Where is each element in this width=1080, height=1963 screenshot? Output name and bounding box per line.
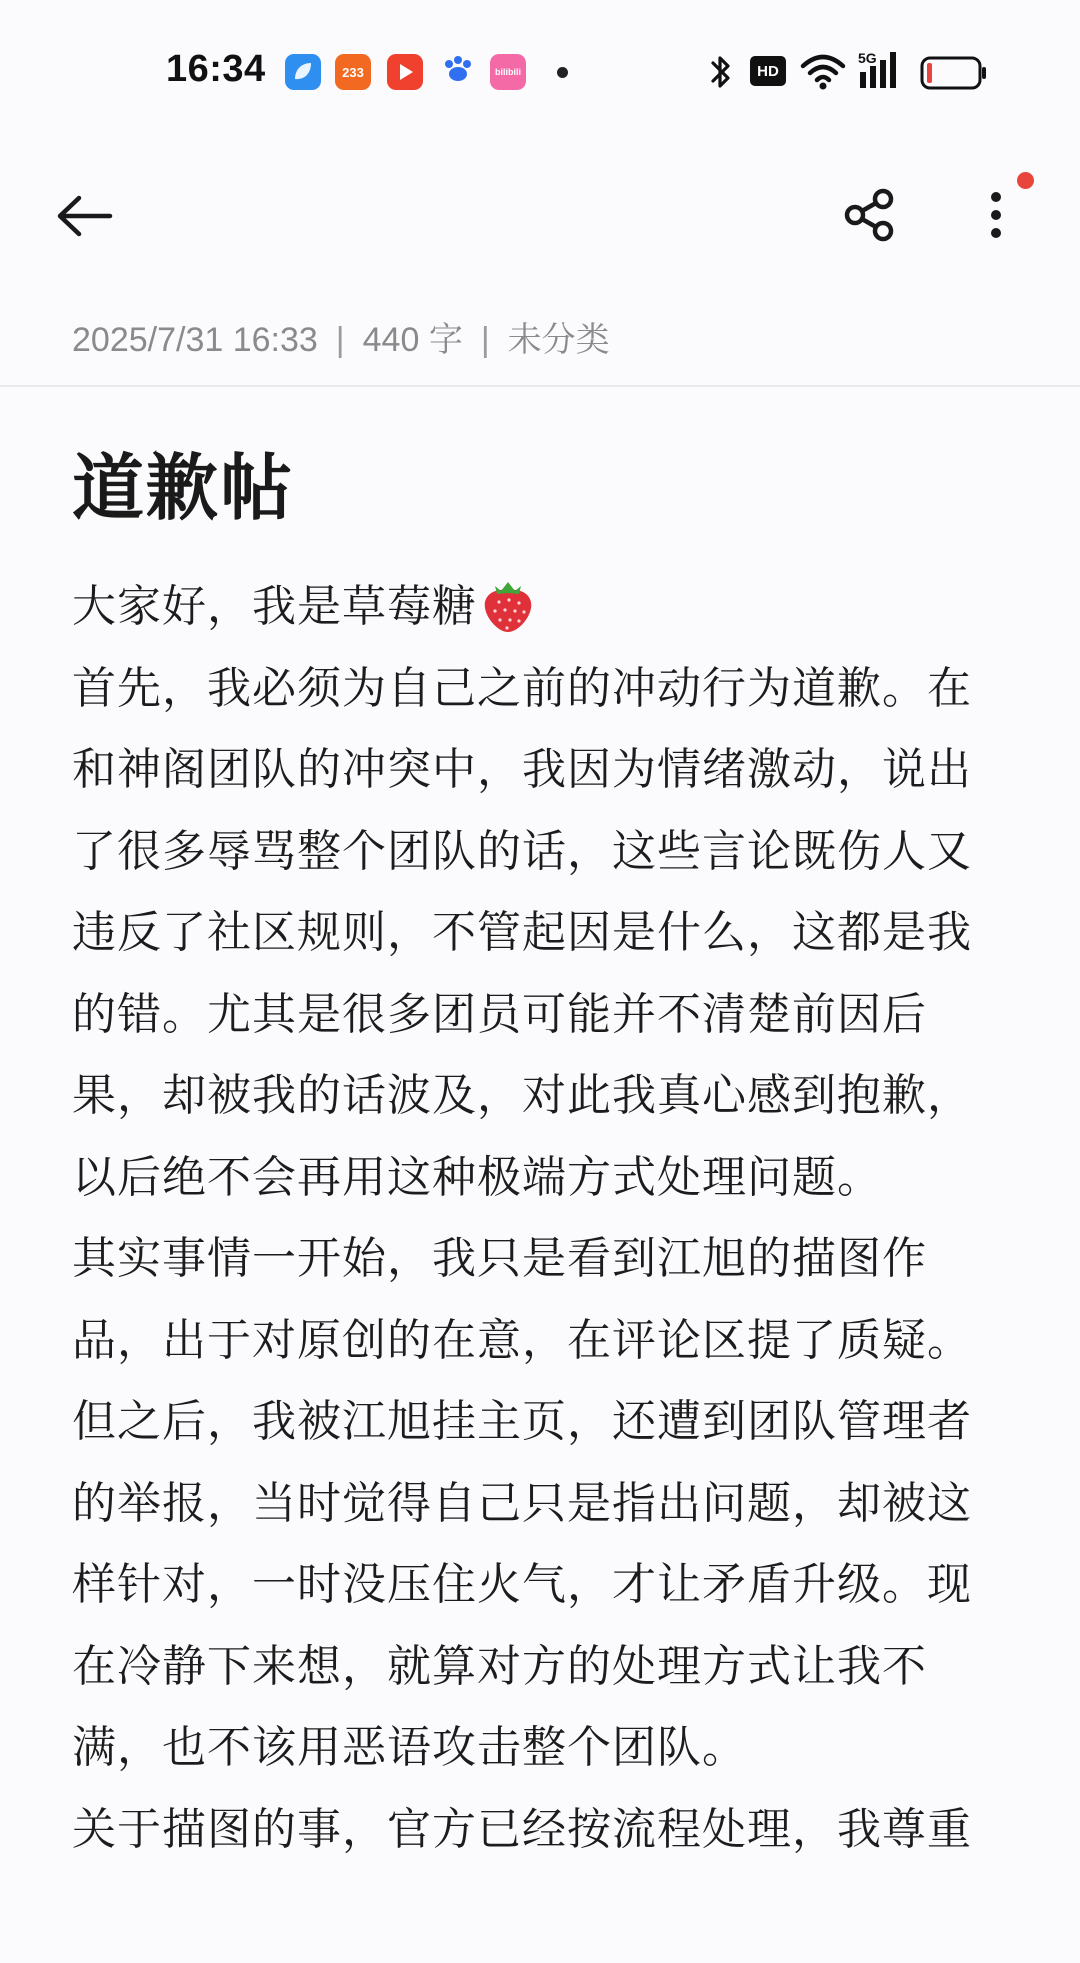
bilibili-app-icon bbox=[490, 54, 526, 90]
more-options-badge bbox=[1017, 172, 1034, 189]
note-word-count: 440 字 bbox=[362, 321, 463, 359]
233-app-label: 233 bbox=[342, 64, 364, 80]
note-paragraph: 其实事情一开始，我只是看到江旭的描图作品，出于对原创的在意，在评论区提了质疑。但之后，我被江旭挂主页，还遭到团队管理者的举报，当时觉得自己只是指出问题，却被这样针对，一时没压住火气，才让矛盾升级。现在冷静下来想，就算对方的处理方式让我不满，也不该用恶语攻击整个团队。 bbox=[72, 1233, 972, 1773]
meta-separator: | bbox=[335, 321, 345, 359]
battery-icon bbox=[920, 56, 988, 94]
note-date: 2025/7/31 16:33 bbox=[72, 321, 318, 359]
233-app-icon bbox=[335, 54, 371, 90]
share-icon bbox=[843, 187, 899, 243]
note-title[interactable]: 道歉帖 bbox=[72, 446, 295, 530]
more-vertical-icon bbox=[989, 190, 1003, 240]
note-category[interactable]: 未分类 bbox=[507, 321, 610, 359]
blue-app-icon bbox=[285, 54, 321, 90]
meta-separator: | bbox=[480, 321, 490, 359]
share-button[interactable] bbox=[836, 180, 906, 250]
back-button[interactable] bbox=[52, 188, 116, 244]
network-type-label: 5G bbox=[858, 50, 877, 66]
meta-divider bbox=[0, 385, 1080, 387]
note-greeting: 大家好，我是草莓糖 bbox=[72, 581, 477, 632]
baidu-app-icon bbox=[440, 54, 476, 90]
video-app-icon bbox=[387, 54, 423, 90]
arrow-left-icon bbox=[55, 194, 113, 238]
more-options-button[interactable] bbox=[966, 180, 1026, 250]
note-paragraph: 首先，我必须为自己之前的冲动行为道歉。在和神阁团队的冲突中，我因为情绪激动，说出了很多辱骂整个团队的话，这些言论既伤人又违反了社区规则，不管起因是什么，这都是我的错。尤其是很多团员可能并不清楚前因后果，却被我的话波及，对此我真心感到抱歉，以后绝不会再用这种极端方式处理问题。 bbox=[72, 662, 972, 1203]
wifi-icon bbox=[800, 54, 846, 94]
strawberry-icon bbox=[481, 576, 535, 634]
note-meta bbox=[72, 312, 610, 361]
hd-voice-badge: HD bbox=[750, 56, 786, 86]
bilibili-app-label: bilibili bbox=[495, 67, 521, 77]
note-body[interactable] bbox=[72, 566, 1002, 1870]
note-greeting-line bbox=[72, 566, 1002, 648]
status-time: 16:34 bbox=[166, 48, 266, 90]
top-toolbar bbox=[0, 150, 1080, 280]
status-bar bbox=[0, 0, 1080, 150]
note-paragraph: 关于描图的事，官方已经按流程处理，我尊重 bbox=[72, 1803, 972, 1855]
notification-more-dot bbox=[557, 67, 568, 78]
bluetooth-icon bbox=[708, 52, 734, 96]
